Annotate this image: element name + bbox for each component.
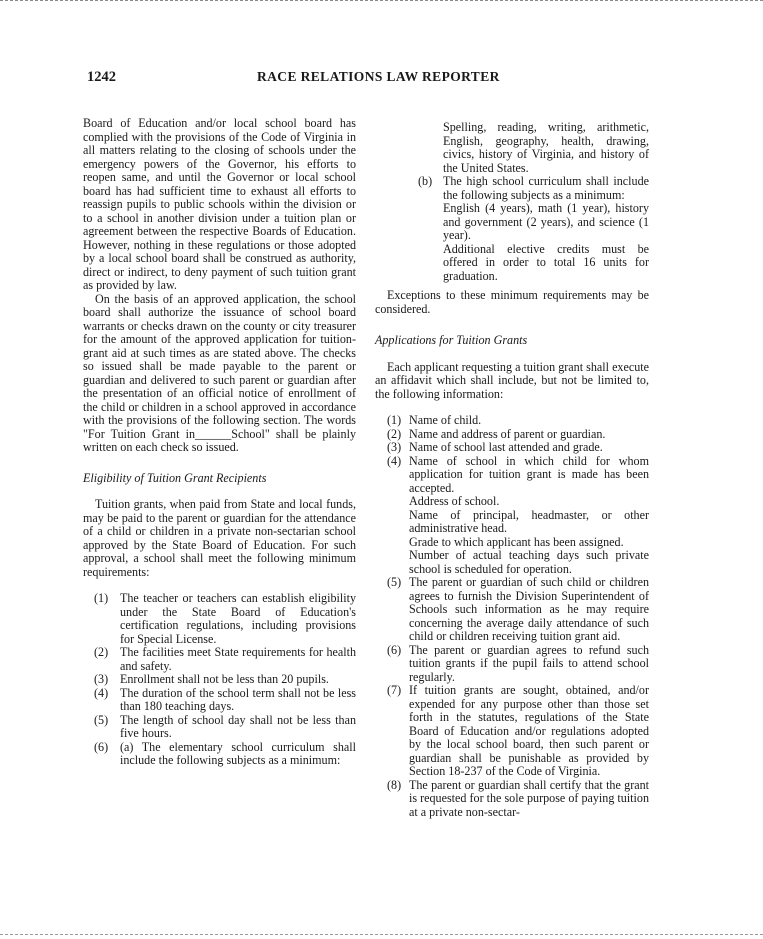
section-heading: Applications for Tuition Grants [375,333,528,347]
elective-note: Additional elective credits must be offered in order to total 16 units for graduation. [443,241,649,283]
paragraph: Board of Education and/or local school board has complied with the provisions of the Code of Virginia in all matters relating to the closing of schools under the emergency powers of the Governor, his efforts to reopen same, and until the Governor or local school board has had sufficient time to exhaust all efforts to reassign pupils to public schools within the division or to a school in another division under a tuition plan or agreement between the respective Boards of Education. However, nothing in these regulations or those adopted by a local school board shall be construed as authority, direct or indirect, to deny payment of such tuition grant as provided by law. [83,116,356,292]
page-header [0,69,763,89]
sub-item: Address of school. [409,494,500,508]
list-item [94,673,356,687]
list-item [94,741,356,768]
item-number: (3) [94,672,109,686]
list-item [375,414,649,428]
sub-item: Number of actual teaching days such private school is scheduled for operation. [409,548,649,576]
item-text: The teacher or teachers can establish eligibility under the State Board of Education's certification regulations, including provisions for Special License. [120,591,356,646]
item-number: (5) [387,575,402,589]
section-heading: Eligibility of Tuition Grant Recipients [83,470,267,485]
list-item [94,646,356,673]
item-number: (6) [387,642,402,657]
item-text: The parent or guardian shall certify that the grant is requested for the sole purpose of paying tuition at a private non-sectar- [409,777,649,819]
item-number: (1) [387,413,402,427]
list-item [375,779,649,820]
item-number: (8) [387,777,402,792]
item-number: (b) [418,174,433,188]
requirements-list [83,592,356,768]
list-item [375,644,649,685]
subjects-elementary: Spelling, reading, writing, arithmetic, English, geography, health, drawing, civics, history of Virginia, and history of the United States. [443,120,649,175]
page-bottom-edge [0,934,763,936]
list-item [375,576,649,644]
list-item [375,684,649,779]
item-number: (3) [387,440,402,454]
list-item [375,441,649,455]
right-column [375,121,649,819]
item-text: Enrollment shall not be less than 20 pupils. [120,672,329,686]
affidavit-list [375,414,649,819]
list-item [94,592,356,646]
item-number: (1) [94,591,109,605]
paragraph: Exceptions to these minimum requirements may be considered. [375,288,649,316]
item-text: Name of school in which child for whom application for tuition grant is made has been accepted. [409,453,649,495]
paragraph: Tuition grants, when paid from State and local funds, may be paid to the parent or guardian for the attendance of a child or children in a private non-sectarian school approved by the State Board of Education. For such approval, a school shall meet the following minimum requirements: [83,497,356,579]
item-text: (a) The elementary school curriculum shall include the following subjects as a minimum: [120,739,356,767]
list-item [375,428,649,442]
list-item [94,714,356,741]
item-number: (6) [94,739,109,754]
page-number: 1242 [87,69,116,85]
item-text: Name of school last attended and grade. [409,440,603,454]
item-text: The length of school day shall not be less than five hours. [120,712,356,740]
item-text: Name of child. [409,413,482,427]
left-column [83,117,356,768]
sub-item: Name of principal, headmaster, or other administrative head. [409,507,649,535]
item-text: The duration of the school term shall not be less than 180 teaching days. [120,685,356,713]
page-top-edge [0,0,763,3]
item-text: The parent or guardian agrees to refund such tuition grants if the pupil fails to attend school regularly. [409,642,649,684]
item-text: The parent or guardian of such child or children agrees to furnish the Division Superintendent of Schools such information as he may require concerning the average daily attendance of such child or children receiving tuition grant aid. [409,575,649,643]
sub-item: Grade to which applicant has been assigned. [409,534,624,549]
paragraph: Each applicant requesting a tuition grant shall execute an affidavit which shall include, but not be limited to, the following information: [375,359,649,401]
subjects-high-school: English (4 years), math (1 year), history and government (2 years), and science (1 year). [443,201,649,242]
item-number: (5) [94,712,109,727]
item-number: (4) [387,453,402,468]
list-item [375,175,649,202]
list-item [94,687,356,714]
item-number: (2) [387,426,402,441]
running-head: RACE RELATIONS LAW REPORTER [257,69,500,84]
paragraph: On the basis of an approved application, the school board shall authorize the issuance of school board warrants or checks drawn on the county or city treasurer for the amount of the approved application for tuition-grant aid at such times as are stated above. The checks so issued shall be made payable to the parent or guardian and delivered to such parent or guardian after the presentation of an official notice of enrollment of the child or children in a school approved in accordance with the provisions of the following section. The words "For Tuition Grant in______School" shall be plainly written on each check so issued. [83,291,356,454]
item-number: (4) [94,685,109,700]
item-text: The facilities meet State requirements for health and safety. [120,645,356,673]
item-text: The high school curriculum shall include the following subjects as a minimum: [443,174,649,202]
list-item [375,455,649,496]
item-text: If tuition grants are sought, obtained, and/or expended for any purpose other than those set forth in the statutes, regulations of the State Board of Education and/or regulations adopted by the local school board, then such parent or guardian shall be punishable as provided by Section 18-237 of the Code of Virginia. [409,683,649,778]
item-number: (7) [387,683,402,697]
item-number: (2) [94,645,109,659]
item-text: Name and address of parent or guardian. [409,426,606,441]
